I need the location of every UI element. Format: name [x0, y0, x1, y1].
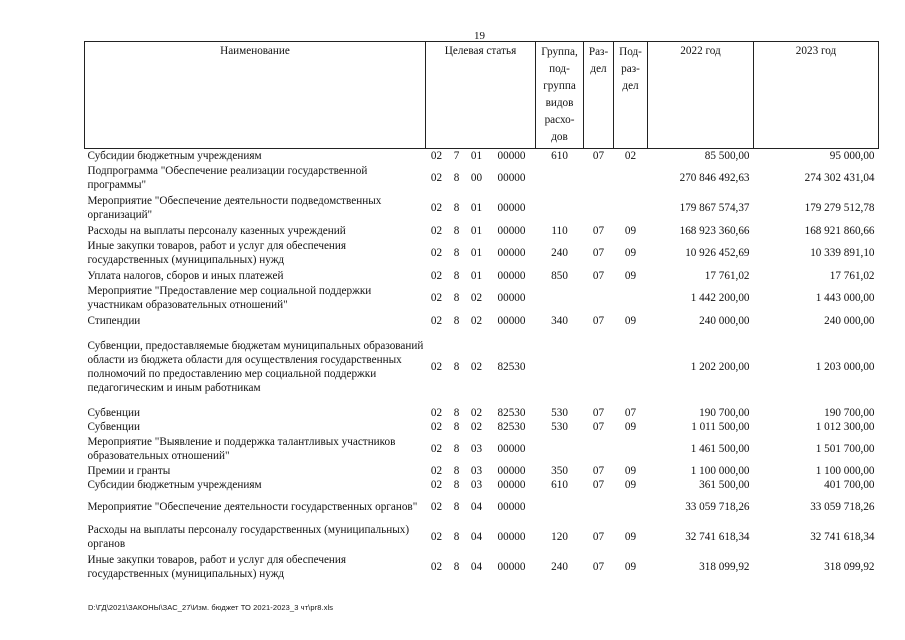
code-measure: 03 — [470, 479, 483, 491]
table-row — [85, 522, 879, 552]
code-program: 02 — [430, 421, 443, 433]
code-program: 02 — [430, 407, 443, 419]
code-program: 02 — [430, 465, 443, 477]
row-name: Премии и гранты — [87, 465, 171, 477]
table-row — [85, 406, 879, 420]
row-name: Подпрограмма "Обеспечение реализации государственной программы" — [87, 165, 368, 191]
code-subprogram: 8 — [453, 224, 460, 237]
code-podrazdel — [614, 283, 648, 313]
amount-2022: 1 461 500,00 — [690, 443, 750, 455]
code-expense-group: 530 — [551, 421, 568, 433]
amount-2023: 190 700,00 — [824, 407, 875, 419]
row-name: Стипендии — [87, 314, 141, 327]
header-razdel — [584, 42, 614, 149]
amount-2022: 33 059 718,26 — [685, 501, 750, 513]
amount-2023: 33 059 718,26 — [810, 501, 875, 513]
code-expense-group: 530 — [551, 407, 568, 419]
row-name: Мероприятие "Предоставление мер социальной поддержки участникам образовательных отношений" — [87, 285, 372, 311]
code-subprogram: 8 — [453, 202, 460, 214]
code-subprogram: 8 — [453, 407, 460, 419]
code-direction: 00000 — [497, 479, 526, 491]
row-name: Субсидии бюджетным учреждениям — [87, 150, 262, 162]
code-podrazdel — [614, 492, 648, 522]
code-expense-group — [536, 193, 584, 223]
code-razdel: 07 — [592, 421, 605, 433]
code-program: 02 — [430, 501, 443, 513]
amount-2023: 1 443 000,00 — [815, 292, 875, 304]
code-program: 02 — [430, 172, 443, 184]
code-podrazdel: 09 — [624, 465, 637, 477]
table-row — [85, 492, 879, 522]
amount-2022: 1 011 500,00 — [691, 421, 750, 433]
code-expense-group — [536, 163, 584, 193]
row-name: Мероприятие "Обеспечение деятельности подведомственных организаций" — [87, 195, 382, 221]
code-podrazdel: 02 — [624, 150, 637, 162]
code-program: 02 — [430, 150, 443, 162]
code-subprogram: 8 — [453, 247, 460, 259]
code-direction: 00000 — [497, 561, 526, 573]
row-name: Субвенции — [87, 407, 140, 419]
code-expense-group: 110 — [551, 224, 568, 237]
amount-2023: 168 921 860,66 — [804, 224, 875, 237]
code-razdel: 07 — [592, 561, 605, 573]
code-program: 02 — [430, 224, 443, 237]
code-program: 02 — [430, 292, 443, 304]
code-direction: 00000 — [497, 443, 526, 455]
code-subprogram: 8 — [453, 292, 460, 304]
table-row — [85, 328, 879, 406]
header-year-2023: 2023 год — [754, 42, 879, 149]
table-row — [85, 268, 879, 283]
code-program: 02 — [430, 561, 443, 573]
table-row — [85, 163, 879, 193]
code-measure: 03 — [470, 465, 483, 477]
amount-2023: 10 339 891,10 — [810, 247, 875, 259]
code-subprogram: 7 — [453, 150, 460, 162]
code-expense-group: 240 — [551, 561, 568, 573]
row-name: Мероприятие "Обеспечение деятельности государственных органов" — [87, 501, 418, 513]
amount-2022: 85 500,00 — [704, 150, 750, 162]
code-podrazdel — [614, 163, 648, 193]
code-razdel: 07 — [592, 531, 605, 543]
code-expense-group — [536, 492, 584, 522]
code-razdel — [584, 193, 614, 223]
code-direction: 00000 — [497, 172, 526, 184]
table-row — [85, 434, 879, 464]
code-podrazdel: 09 — [624, 314, 637, 327]
code-direction: 00000 — [497, 202, 526, 214]
header-line: расхо- — [544, 114, 575, 126]
row-name: Субсидии бюджетным учреждениям — [87, 479, 262, 491]
header-line: дел — [590, 63, 607, 75]
code-measure: 02 — [470, 421, 483, 433]
code-direction: 82530 — [497, 421, 526, 433]
row-name: Иные закупки товаров, работ и услуг для обеспечения государственных (муниципальных) нужд — [87, 240, 347, 266]
table-row — [85, 238, 879, 268]
code-direction: 00000 — [497, 292, 526, 304]
code-subprogram: 8 — [453, 561, 460, 573]
code-razdel: 07 — [592, 224, 605, 237]
code-program: 02 — [430, 247, 443, 259]
amount-2023: 95 000,00 — [829, 150, 875, 162]
code-subprogram: 8 — [453, 465, 460, 477]
code-subprogram: 8 — [453, 172, 460, 184]
header-name: Наименование — [85, 42, 426, 149]
amount-2023: 318 099,92 — [824, 561, 875, 573]
code-direction: 82530 — [497, 407, 526, 419]
header-line: группа — [543, 80, 576, 92]
code-program: 02 — [430, 269, 443, 282]
code-direction: 00000 — [497, 314, 526, 327]
code-direction: 00000 — [497, 247, 526, 259]
code-razdel: 07 — [592, 269, 605, 282]
header-line: видов — [545, 97, 574, 109]
code-expense-group: 340 — [551, 314, 568, 327]
row-name: Субвенции — [87, 421, 140, 433]
row-name: Мероприятие "Выявление и поддержка талантливых участников образовательных отношений" — [87, 436, 396, 462]
amount-2023: 1 100 000,00 — [815, 465, 875, 477]
table-row — [85, 464, 879, 478]
code-measure: 01 — [470, 202, 483, 214]
code-subprogram: 8 — [453, 361, 460, 373]
code-measure: 04 — [470, 531, 483, 543]
table-row — [85, 478, 879, 492]
table-row — [85, 283, 879, 313]
amount-2023: 1 203 000,00 — [815, 361, 875, 373]
code-razdel — [584, 328, 614, 406]
code-razdel — [584, 492, 614, 522]
amount-2022: 190 700,00 — [699, 407, 750, 419]
row-name: Иные закупки товаров, работ и услуг для обеспечения государственных (муниципальных) нужд — [87, 554, 347, 580]
code-razdel: 07 — [592, 479, 605, 491]
amount-2022: 17 761,02 — [704, 269, 750, 282]
row-name: Уплата налогов, сборов и иных платежей — [87, 269, 284, 282]
header-line: Группа, — [541, 46, 578, 58]
budget-table — [84, 41, 879, 582]
amount-2023: 240 000,00 — [824, 314, 875, 327]
amount-2022: 1 442 200,00 — [690, 292, 750, 304]
code-direction: 00000 — [497, 150, 526, 162]
amount-2023: 1 012 300,00 — [815, 421, 875, 433]
amount-2023: 274 302 431,04 — [804, 172, 875, 184]
code-podrazdel: 09 — [624, 531, 637, 543]
amount-2022: 179 867 574,37 — [679, 202, 750, 214]
header-line: под- — [549, 63, 570, 75]
amount-2022: 1 100 000,00 — [690, 465, 750, 477]
code-expense-group: 350 — [551, 465, 568, 477]
code-expense-group: 610 — [551, 150, 568, 162]
header-line: Под- — [619, 46, 642, 58]
code-expense-group: 240 — [551, 247, 568, 259]
code-measure: 02 — [470, 407, 483, 419]
amount-2023: 1 501 700,00 — [815, 443, 875, 455]
header-line: раз- — [621, 63, 640, 75]
amount-2022: 168 923 360,66 — [679, 224, 750, 237]
code-direction: 00000 — [497, 224, 526, 237]
page-number: 19 — [474, 30, 485, 42]
code-program: 02 — [430, 314, 443, 327]
code-program: 02 — [430, 479, 443, 491]
code-direction: 00000 — [497, 501, 526, 513]
code-podrazdel — [614, 193, 648, 223]
code-expense-group — [536, 328, 584, 406]
code-podrazdel: 09 — [624, 269, 637, 282]
row-name: Субвенции, предоставляемые бюджетам муниципальных образований области из бюджета области для осуществления государственных полномочий по предоставлению мер социальной поддержки педагогическим и иным работникам — [87, 340, 424, 394]
code-expense-group: 850 — [551, 269, 568, 282]
code-subprogram: 8 — [453, 269, 460, 282]
code-subprogram: 8 — [453, 531, 460, 543]
code-podrazdel: 09 — [624, 479, 637, 491]
header-year-2022: 2022 год — [648, 42, 754, 149]
code-measure: 01 — [470, 269, 483, 282]
code-direction: 82530 — [497, 361, 526, 373]
code-subprogram: 8 — [453, 314, 460, 327]
header-podrazdel — [614, 42, 648, 149]
table-row — [85, 313, 879, 328]
code-expense-group: 610 — [551, 479, 568, 491]
code-measure: 03 — [470, 443, 483, 455]
amount-2022: 240 000,00 — [699, 314, 750, 327]
table-row — [85, 149, 879, 164]
file-path-footer: D:\ГД\2021\ЗАКОНЫ\ЗАС_27\Изм. бюджет ТО 2021-2023_3 чт\pr8.xls — [88, 603, 334, 612]
amount-2023: 401 700,00 — [824, 479, 875, 491]
code-razdel: 07 — [592, 465, 605, 477]
amount-2023: 179 279 512,78 — [804, 202, 875, 214]
code-program: 02 — [430, 443, 443, 455]
table-header-row — [85, 42, 879, 149]
amount-2022: 1 202 200,00 — [690, 361, 750, 373]
amount-2023: 17 761,02 — [829, 269, 875, 282]
code-podrazdel: 09 — [624, 224, 637, 237]
code-direction: 00000 — [497, 465, 526, 477]
code-measure: 02 — [470, 292, 483, 304]
code-subprogram: 8 — [453, 479, 460, 491]
code-podrazdel: 09 — [624, 561, 637, 573]
code-measure: 01 — [470, 224, 483, 237]
code-measure: 02 — [470, 361, 483, 373]
amount-2022: 361 500,00 — [699, 479, 750, 491]
amount-2022: 318 099,92 — [699, 561, 750, 573]
code-measure: 00 — [470, 172, 483, 184]
code-podrazdel: 09 — [624, 421, 637, 433]
header-expense-group — [536, 42, 584, 149]
amount-2022: 10 926 452,69 — [685, 247, 750, 259]
header-target-article: Целевая статья — [426, 42, 536, 149]
code-measure: 01 — [470, 150, 483, 162]
code-measure: 01 — [470, 247, 483, 259]
code-razdel: 07 — [592, 247, 605, 259]
code-expense-group — [536, 283, 584, 313]
table-row — [85, 223, 879, 238]
code-measure: 04 — [470, 561, 483, 573]
amount-2022: 32 741 618,34 — [685, 531, 750, 543]
code-razdel: 07 — [592, 407, 605, 419]
code-razdel — [584, 283, 614, 313]
code-podrazdel: 09 — [624, 247, 637, 259]
code-direction: 00000 — [497, 269, 526, 282]
code-razdel — [584, 434, 614, 464]
code-razdel: 07 — [592, 150, 605, 162]
code-subprogram: 8 — [453, 501, 460, 513]
code-measure: 04 — [470, 501, 483, 513]
code-razdel — [584, 163, 614, 193]
table-row — [85, 552, 879, 582]
header-line: дов — [551, 131, 568, 143]
header-line: дел — [622, 80, 639, 92]
code-program: 02 — [430, 361, 443, 373]
row-name: Расходы на выплаты персоналу казенных учреждений — [87, 224, 346, 237]
code-podrazdel — [614, 434, 648, 464]
code-subprogram: 8 — [453, 443, 460, 455]
code-razdel: 07 — [592, 314, 605, 327]
code-podrazdel — [614, 328, 648, 406]
code-subprogram: 8 — [453, 421, 460, 433]
amount-2022: 270 846 492,63 — [679, 172, 750, 184]
code-podrazdel: 07 — [624, 407, 637, 419]
header-line: Раз- — [588, 46, 609, 58]
code-expense-group — [536, 434, 584, 464]
table-row — [85, 193, 879, 223]
amount-2023: 32 741 618,34 — [810, 531, 875, 543]
code-measure: 02 — [470, 314, 483, 327]
table-row — [85, 420, 879, 434]
code-expense-group: 120 — [551, 531, 568, 543]
row-name: Расходы на выплаты персоналу государственных (муниципальных) органов — [87, 524, 410, 550]
code-program: 02 — [430, 202, 443, 214]
code-direction: 00000 — [497, 531, 526, 543]
code-program: 02 — [430, 531, 443, 543]
